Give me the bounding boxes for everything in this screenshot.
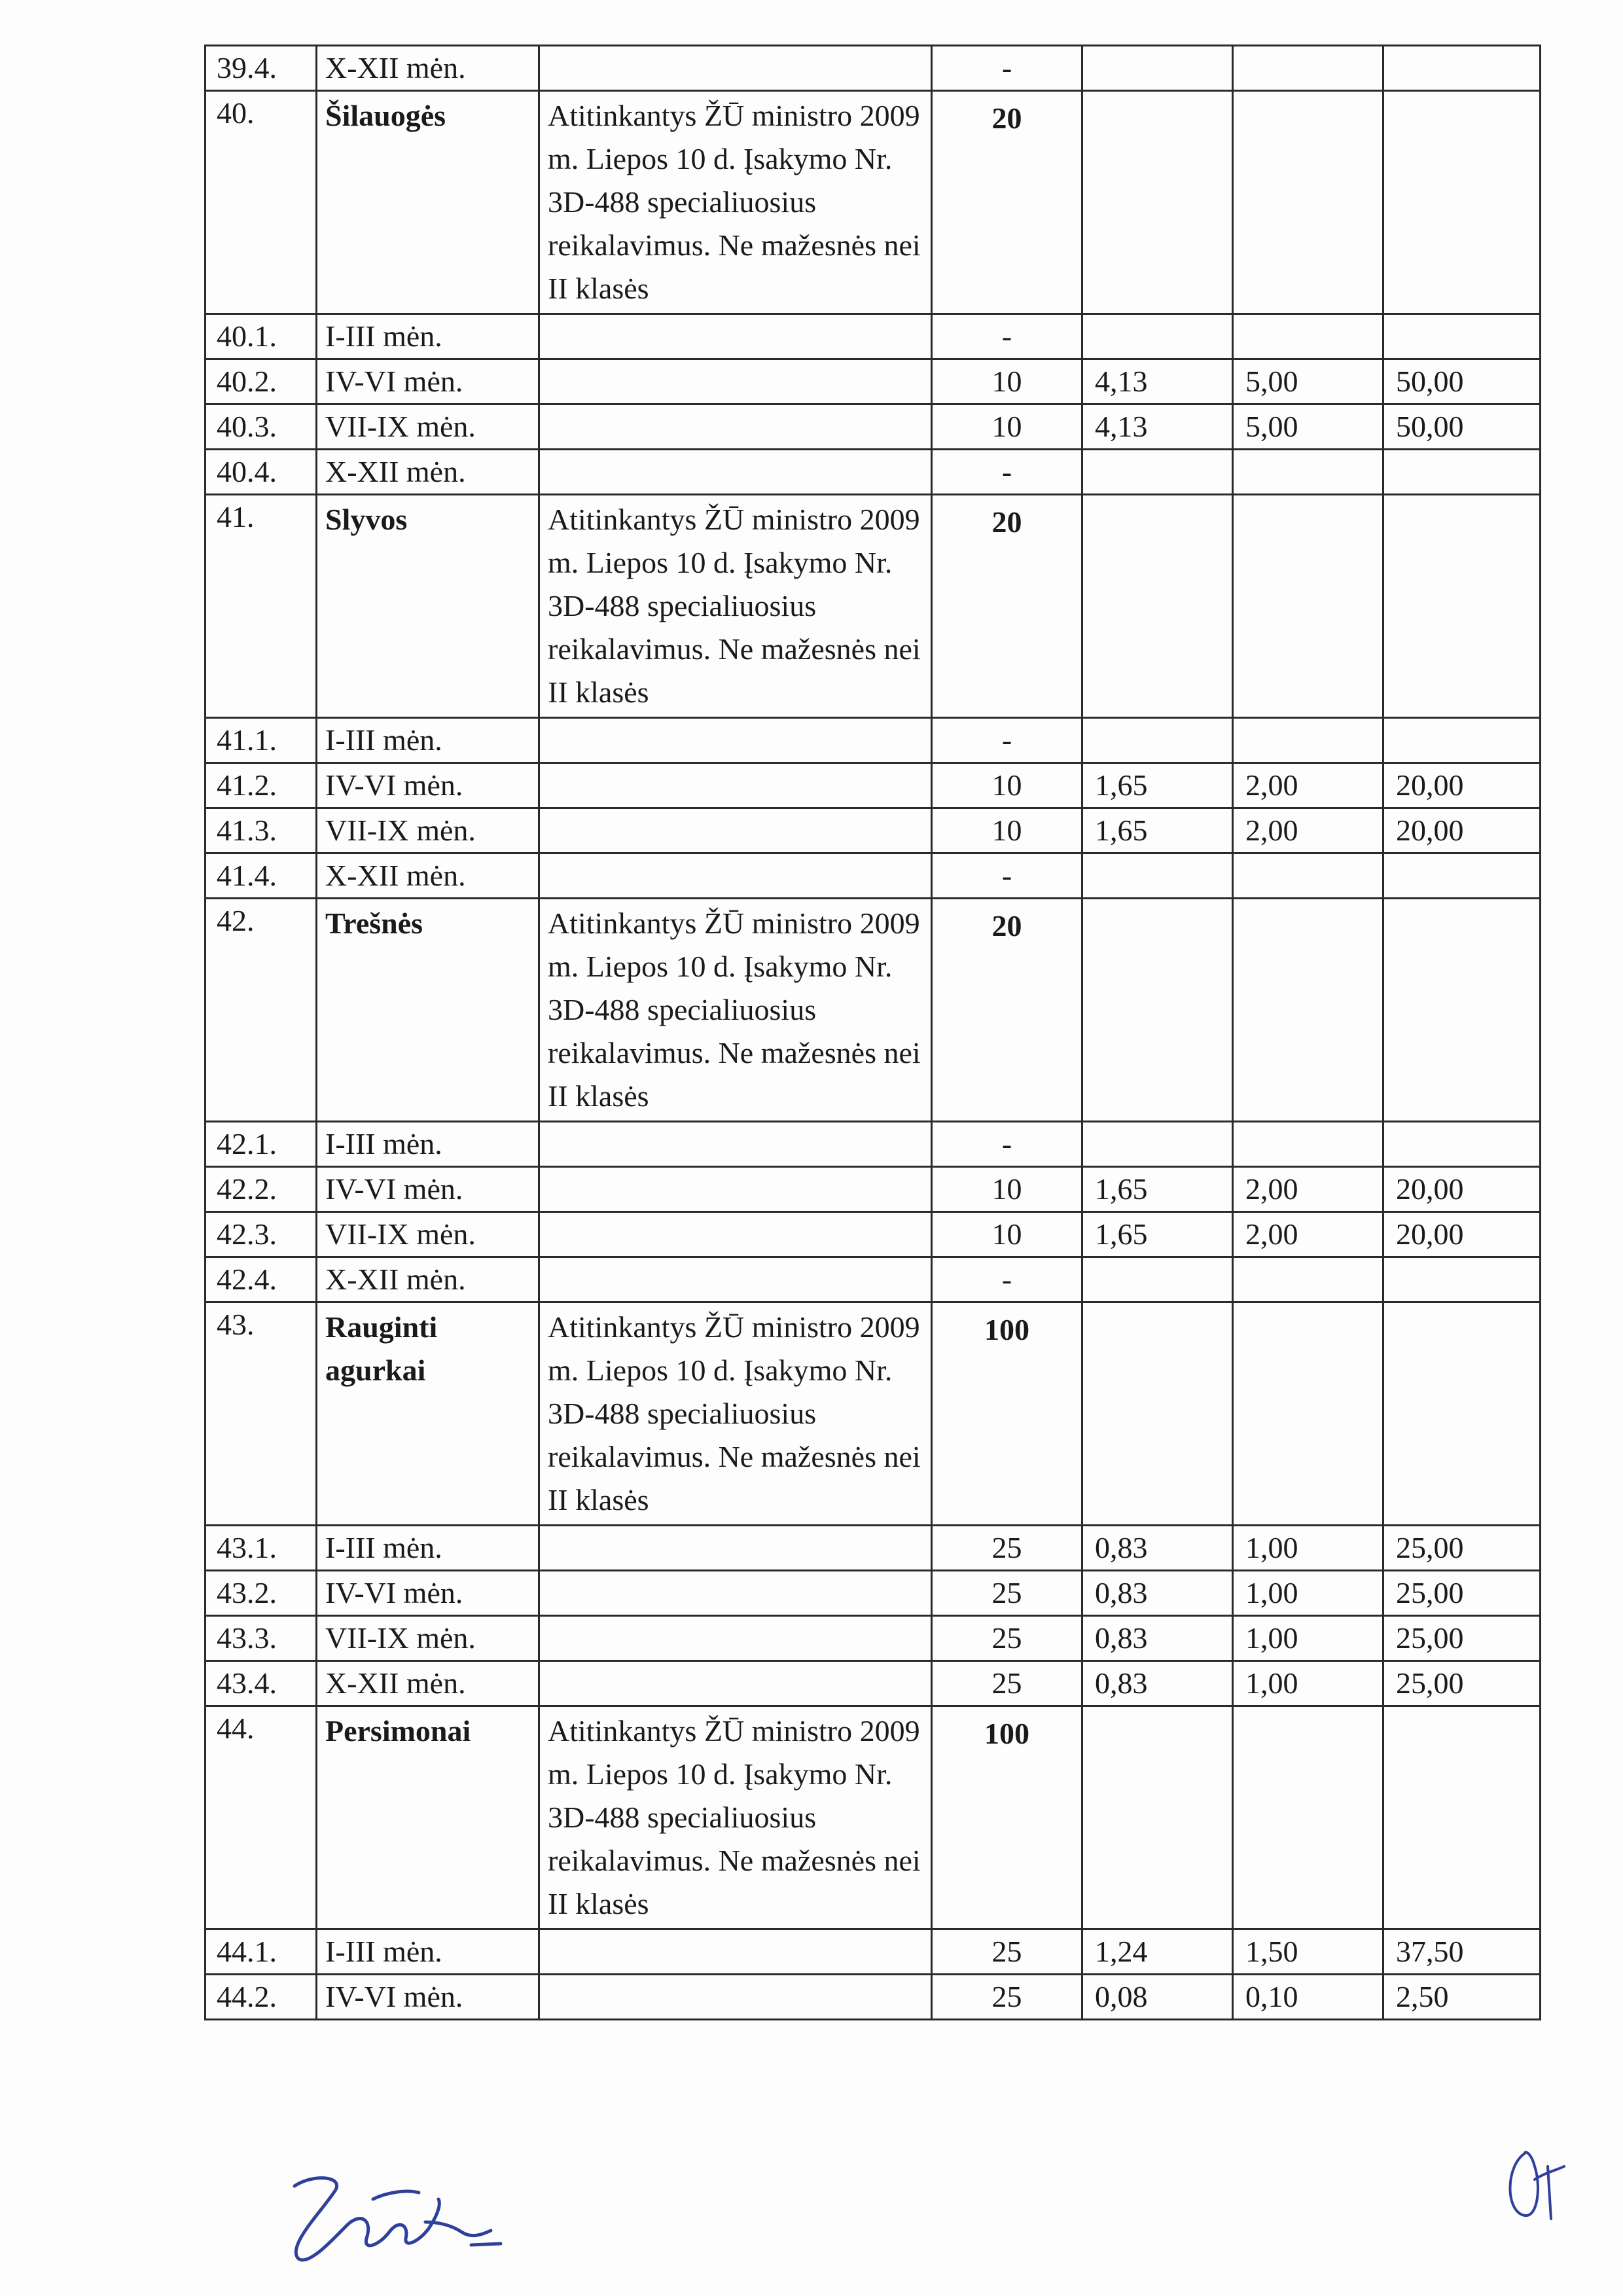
item-empty-cell <box>1082 495 1233 718</box>
unit-price: 4,13 <box>1082 404 1233 450</box>
unit-price: 4,13 <box>1082 359 1233 404</box>
unit-price-vat <box>1233 450 1383 495</box>
item-requirement: Atitinkantys ŽŪ ministro 2009 m. Liepos 10 d. Įsakymo Nr. 3D-488 specialiuosius reikalavimus. Ne mažesnės nei II klasės <box>539 899 932 1122</box>
period-label: IV-VI mėn. <box>317 763 539 808</box>
unit-price <box>1082 718 1233 763</box>
period-row <box>205 1571 1541 1616</box>
period-empty-cell <box>539 763 932 808</box>
period-row <box>205 853 1541 899</box>
item-empty-cell <box>1383 495 1541 718</box>
period-number: 42.4. <box>205 1257 317 1302</box>
procurement-table <box>204 45 1541 2020</box>
period-empty-cell <box>539 314 932 359</box>
period-number: 41.1. <box>205 718 317 763</box>
period-empty-cell <box>539 1526 932 1571</box>
period-number: 42.1. <box>205 1122 317 1167</box>
period-number: 39.4. <box>205 46 317 91</box>
period-number: 40.1. <box>205 314 317 359</box>
unit-price: 0,83 <box>1082 1616 1233 1661</box>
unit-price <box>1082 314 1233 359</box>
unit-price-vat <box>1233 853 1383 899</box>
period-number: 44.2. <box>205 1975 317 2020</box>
period-row <box>205 1616 1541 1661</box>
unit-price: 1,24 <box>1082 1929 1233 1975</box>
unit-price-vat <box>1233 1257 1383 1302</box>
unit-price: 1,65 <box>1082 763 1233 808</box>
period-label: X-XII mėn. <box>317 450 539 495</box>
period-quantity: - <box>932 1257 1082 1302</box>
unit-price-vat: 5,00 <box>1233 404 1383 450</box>
total-price <box>1383 853 1541 899</box>
period-label: I-III mėn. <box>317 1122 539 1167</box>
unit-price-vat <box>1233 1122 1383 1167</box>
period-number: 43.1. <box>205 1526 317 1571</box>
unit-price <box>1082 450 1233 495</box>
item-empty-cell <box>1082 1302 1233 1526</box>
period-empty-cell <box>539 1257 932 1302</box>
unit-price-vat: 1,00 <box>1233 1661 1383 1706</box>
item-requirement: Atitinkantys ŽŪ ministro 2009 m. Liepos 10 d. Įsakymo Nr. 3D-488 specialiuosius reikalavimus. Ne mažesnės nei II klasės <box>539 1706 932 1929</box>
period-empty-cell <box>539 46 932 91</box>
item-empty-cell <box>1383 1706 1541 1929</box>
period-number: 44.1. <box>205 1929 317 1975</box>
period-label: X-XII mėn. <box>317 46 539 91</box>
period-number: 41.3. <box>205 808 317 853</box>
unit-price <box>1082 853 1233 899</box>
period-row <box>205 808 1541 853</box>
item-name: Rauginti agurkai <box>317 1302 539 1526</box>
unit-price-vat: 2,00 <box>1233 763 1383 808</box>
period-empty-cell <box>539 718 932 763</box>
period-number: 42.2. <box>205 1167 317 1212</box>
total-price: 2,50 <box>1383 1975 1541 2020</box>
unit-price: 1,65 <box>1082 1212 1233 1257</box>
item-quantity: 100 <box>932 1706 1082 1929</box>
period-quantity: 10 <box>932 359 1082 404</box>
item-row <box>205 1706 1541 1929</box>
item-name: Slyvos <box>317 495 539 718</box>
total-price: 20,00 <box>1383 1212 1541 1257</box>
period-label: X-XII mėn. <box>317 1661 539 1706</box>
period-empty-cell <box>539 1661 932 1706</box>
unit-price: 1,65 <box>1082 1167 1233 1212</box>
item-requirement: Atitinkantys ŽŪ ministro 2009 m. Liepos 10 d. Įsakymo Nr. 3D-488 specialiuosius reikalavimus. Ne mažesnės nei II klasės <box>539 91 932 314</box>
total-price <box>1383 718 1541 763</box>
unit-price-vat: 2,00 <box>1233 808 1383 853</box>
item-row <box>205 899 1541 1122</box>
period-quantity: 10 <box>932 1167 1082 1212</box>
period-row <box>205 404 1541 450</box>
item-requirement: Atitinkantys ŽŪ ministro 2009 m. Liepos 10 d. Įsakymo Nr. 3D-488 specialiuosius reikalavimus. Ne mažesnės nei II klasės <box>539 495 932 718</box>
unit-price-vat: 2,00 <box>1233 1212 1383 1257</box>
period-quantity: - <box>932 450 1082 495</box>
period-label: VII-IX mėn. <box>317 1212 539 1257</box>
item-name: Persimonai <box>317 1706 539 1929</box>
item-quantity: 20 <box>932 495 1082 718</box>
period-quantity: - <box>932 1122 1082 1167</box>
total-price: 50,00 <box>1383 359 1541 404</box>
period-quantity: 10 <box>932 763 1082 808</box>
period-empty-cell <box>539 359 932 404</box>
period-label: VII-IX mėn. <box>317 1616 539 1661</box>
period-quantity: 10 <box>932 404 1082 450</box>
unit-price-vat: 0,10 <box>1233 1975 1383 2020</box>
period-empty-cell <box>539 1212 932 1257</box>
period-row <box>205 1526 1541 1571</box>
period-row <box>205 1122 1541 1167</box>
item-name: Trešnės <box>317 899 539 1122</box>
item-empty-cell <box>1233 1302 1383 1526</box>
period-empty-cell <box>539 808 932 853</box>
item-quantity: 100 <box>932 1302 1082 1526</box>
unit-price-vat <box>1233 314 1383 359</box>
period-number: 40.2. <box>205 359 317 404</box>
period-quantity: 25 <box>932 1616 1082 1661</box>
period-empty-cell <box>539 1122 932 1167</box>
total-price: 25,00 <box>1383 1616 1541 1661</box>
unit-price-vat: 1,00 <box>1233 1526 1383 1571</box>
total-price: 50,00 <box>1383 404 1541 450</box>
item-empty-cell <box>1383 899 1541 1122</box>
period-number: 40.3. <box>205 404 317 450</box>
period-label: IV-VI mėn. <box>317 1975 539 2020</box>
period-label: IV-VI mėn. <box>317 1167 539 1212</box>
period-row <box>205 359 1541 404</box>
item-row <box>205 1302 1541 1526</box>
unit-price <box>1082 1257 1233 1302</box>
period-quantity: 25 <box>932 1929 1082 1975</box>
period-number: 41.2. <box>205 763 317 808</box>
period-quantity: 25 <box>932 1571 1082 1616</box>
item-empty-cell <box>1233 1706 1383 1929</box>
item-quantity: 20 <box>932 91 1082 314</box>
item-number: 43. <box>205 1302 317 1526</box>
period-quantity: 25 <box>932 1661 1082 1706</box>
item-number: 40. <box>205 91 317 314</box>
period-label: IV-VI mėn. <box>317 1571 539 1616</box>
period-quantity: - <box>932 718 1082 763</box>
unit-price-vat <box>1233 718 1383 763</box>
unit-price: 0,83 <box>1082 1526 1233 1571</box>
item-number: 41. <box>205 495 317 718</box>
total-price: 20,00 <box>1383 763 1541 808</box>
item-empty-cell <box>1233 91 1383 314</box>
item-requirement: Atitinkantys ŽŪ ministro 2009 m. Liepos 10 d. Įsakymo Nr. 3D-488 specialiuosius reikalavimus. Ne mažesnės nei II klasės <box>539 1302 932 1526</box>
period-quantity: 10 <box>932 808 1082 853</box>
item-empty-cell <box>1233 899 1383 1122</box>
period-empty-cell <box>539 404 932 450</box>
item-quantity: 20 <box>932 899 1082 1122</box>
period-number: 43.2. <box>205 1571 317 1616</box>
period-label: I-III mėn. <box>317 1526 539 1571</box>
item-number: 44. <box>205 1706 317 1929</box>
unit-price: 1,65 <box>1082 808 1233 853</box>
period-row <box>205 718 1541 763</box>
unit-price-vat: 1,50 <box>1233 1929 1383 1975</box>
item-row <box>205 495 1541 718</box>
total-price: 25,00 <box>1383 1526 1541 1571</box>
total-price <box>1383 314 1541 359</box>
total-price <box>1383 1257 1541 1302</box>
unit-price-vat: 1,00 <box>1233 1571 1383 1616</box>
unit-price-vat: 1,00 <box>1233 1616 1383 1661</box>
period-quantity: - <box>932 853 1082 899</box>
period-empty-cell <box>539 1571 932 1616</box>
item-empty-cell <box>1233 495 1383 718</box>
period-empty-cell <box>539 450 932 495</box>
initial-mark <box>1499 2140 1577 2225</box>
period-quantity: - <box>932 314 1082 359</box>
item-empty-cell <box>1082 1706 1233 1929</box>
signature <box>275 2160 510 2278</box>
period-empty-cell <box>539 1167 932 1212</box>
period-row <box>205 763 1541 808</box>
total-price <box>1383 450 1541 495</box>
total-price <box>1383 46 1541 91</box>
total-price: 25,00 <box>1383 1661 1541 1706</box>
period-quantity: - <box>932 46 1082 91</box>
period-number: 42.3. <box>205 1212 317 1257</box>
period-empty-cell <box>539 1616 932 1661</box>
period-row <box>205 1257 1541 1302</box>
period-row <box>205 1167 1541 1212</box>
period-row <box>205 1212 1541 1257</box>
item-row <box>205 91 1541 314</box>
period-row <box>205 450 1541 495</box>
table-body <box>205 46 1541 2020</box>
item-number: 42. <box>205 899 317 1122</box>
unit-price-vat: 5,00 <box>1233 359 1383 404</box>
period-label: I-III mėn. <box>317 314 539 359</box>
period-label: I-III mėn. <box>317 718 539 763</box>
period-quantity: 25 <box>932 1526 1082 1571</box>
period-row <box>205 1661 1541 1706</box>
period-label: VII-IX mėn. <box>317 808 539 853</box>
period-empty-cell <box>539 1975 932 2020</box>
item-empty-cell <box>1383 91 1541 314</box>
period-number: 40.4. <box>205 450 317 495</box>
period-label: I-III mėn. <box>317 1929 539 1975</box>
period-label: X-XII mėn. <box>317 1257 539 1302</box>
item-empty-cell <box>1082 899 1233 1122</box>
period-label: IV-VI mėn. <box>317 359 539 404</box>
unit-price: 0,83 <box>1082 1661 1233 1706</box>
total-price: 25,00 <box>1383 1571 1541 1616</box>
period-quantity: 25 <box>932 1975 1082 2020</box>
period-number: 43.4. <box>205 1661 317 1706</box>
period-empty-cell <box>539 1929 932 1975</box>
period-number: 43.3. <box>205 1616 317 1661</box>
total-price: 20,00 <box>1383 808 1541 853</box>
unit-price: 0,08 <box>1082 1975 1233 2020</box>
item-empty-cell <box>1082 91 1233 314</box>
period-row <box>205 314 1541 359</box>
unit-price-vat <box>1233 46 1383 91</box>
total-price: 37,50 <box>1383 1929 1541 1975</box>
period-row <box>205 1929 1541 1975</box>
total-price <box>1383 1122 1541 1167</box>
period-label: VII-IX mėn. <box>317 404 539 450</box>
period-label: X-XII mėn. <box>317 853 539 899</box>
unit-price <box>1082 46 1233 91</box>
period-row <box>205 46 1541 91</box>
period-empty-cell <box>539 853 932 899</box>
period-number: 41.4. <box>205 853 317 899</box>
total-price: 20,00 <box>1383 1167 1541 1212</box>
item-name: Šilauogės <box>317 91 539 314</box>
unit-price: 0,83 <box>1082 1571 1233 1616</box>
unit-price-vat: 2,00 <box>1233 1167 1383 1212</box>
period-row <box>205 1975 1541 2020</box>
unit-price <box>1082 1122 1233 1167</box>
period-quantity: 10 <box>932 1212 1082 1257</box>
item-empty-cell <box>1383 1302 1541 1526</box>
